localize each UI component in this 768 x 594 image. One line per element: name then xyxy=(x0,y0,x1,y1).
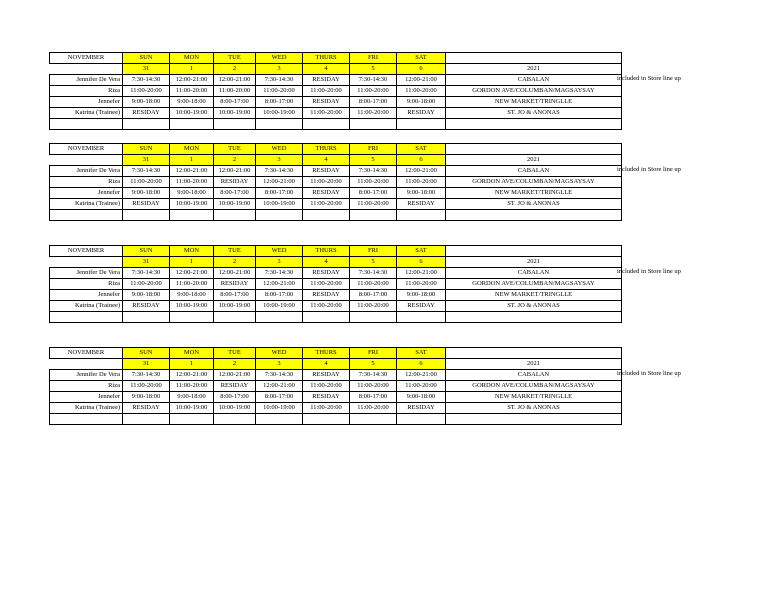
shift-cell: 9:00-18:00 xyxy=(397,97,446,108)
staff-name: Riza xyxy=(50,381,123,392)
month-label: NOVEMBER xyxy=(50,53,123,64)
day-header-fri: FRI xyxy=(350,246,397,257)
shift-cell: RESIDAY xyxy=(214,177,256,188)
shift-cell: RESIDAY xyxy=(397,108,446,119)
shift-cell: 11:00-20:00 xyxy=(123,279,170,290)
shift-cell: 8:00-17:00 xyxy=(214,290,256,301)
date-cell: 3 xyxy=(256,64,303,75)
shift-cell: 8:00-17:00 xyxy=(256,290,303,301)
month-label: NOVEMBER xyxy=(50,348,123,359)
date-cell: 3 xyxy=(256,257,303,268)
day-header-sat: SAT xyxy=(397,144,446,155)
store-cell: NEW MARKET/TRINGLLE xyxy=(446,392,622,403)
month-label: NOVEMBER xyxy=(50,246,123,257)
shift-cell: RESIDAY xyxy=(303,268,350,279)
shift-cell: 12:00-21:00 xyxy=(397,75,446,86)
shift-cell: 8:00-17:00 xyxy=(350,188,397,199)
shift-cell: 12:00-21:00 xyxy=(214,75,256,86)
staff-name: Riza xyxy=(50,279,123,290)
shift-cell: 9:00-18:00 xyxy=(170,188,214,199)
shift-cell: 11:00-20:00 xyxy=(397,86,446,97)
shift-cell: 11:00-20:00 xyxy=(350,108,397,119)
shift-cell: 11:00-20:00 xyxy=(350,199,397,210)
day-header-thurs: THURS xyxy=(303,53,350,64)
shift-cell: 8:00-17:00 xyxy=(214,97,256,108)
blank-cell xyxy=(50,257,123,268)
shift-cell: 11:00-20:00 xyxy=(123,86,170,97)
shift-cell: 7:30-14:30 xyxy=(256,370,303,381)
shift-cell: 12:00-21:00 xyxy=(256,177,303,188)
empty-cell xyxy=(397,312,446,323)
empty-cell xyxy=(214,414,256,425)
empty-cell xyxy=(214,119,256,130)
shift-cell: 11:00-20:00 xyxy=(123,177,170,188)
shift-cell: 11:00-20:00 xyxy=(350,403,397,414)
shift-cell: 12:00-21:00 xyxy=(256,381,303,392)
shift-cell: 11:00-20:00 xyxy=(303,86,350,97)
empty-cell xyxy=(123,119,170,130)
shift-cell: RESIDAY xyxy=(303,97,350,108)
shift-cell: 10:00-19:00 xyxy=(214,403,256,414)
year-cell: 2021 xyxy=(446,257,622,268)
table-row xyxy=(50,301,622,312)
staff-name: Jennefer xyxy=(50,392,123,403)
staff-name: Riza xyxy=(50,86,123,97)
shift-cell: 8:00-17:00 xyxy=(256,97,303,108)
shift-cell: 8:00-17:00 xyxy=(350,392,397,403)
shift-cell: 11:00-20:00 xyxy=(303,108,350,119)
date-cell: 4 xyxy=(303,257,350,268)
empty-cell xyxy=(170,414,214,425)
date-cell: 5 xyxy=(350,359,397,370)
shift-cell: 12:00-21:00 xyxy=(170,75,214,86)
shift-cell: 10:00-19:00 xyxy=(256,199,303,210)
empty-cell xyxy=(50,119,123,130)
shift-cell: 7:30-14:30 xyxy=(123,166,170,177)
day-header-sun: SUN xyxy=(123,144,170,155)
shift-cell: RESIDAY xyxy=(123,301,170,312)
staff-name: Katrina (Trainee) xyxy=(50,199,123,210)
date-cell: 4 xyxy=(303,155,350,166)
store-cell: NEW MARKET/TRINGLLE xyxy=(446,97,622,108)
day-header-sat: SAT xyxy=(397,53,446,64)
shift-cell: 7:30-14:30 xyxy=(123,75,170,86)
date-cell: 1 xyxy=(170,155,214,166)
day-header-mon: MON xyxy=(170,53,214,64)
shift-cell: 7:30-14:30 xyxy=(350,166,397,177)
shift-cell: 12:00-21:00 xyxy=(214,268,256,279)
header-spacer xyxy=(446,53,622,64)
empty-cell xyxy=(446,119,622,130)
shift-cell: 11:00-20:00 xyxy=(350,381,397,392)
empty-cell xyxy=(350,119,397,130)
shift-cell: 7:30-14:30 xyxy=(256,75,303,86)
date-cell: 5 xyxy=(350,64,397,75)
empty-cell xyxy=(50,414,123,425)
day-header-sat: SAT xyxy=(397,348,446,359)
shift-cell: RESIDAY xyxy=(303,290,350,301)
store-cell: CABALAN xyxy=(446,166,622,177)
staff-name: Katrina (Trainee) xyxy=(50,108,123,119)
shift-cell: 12:00-21:00 xyxy=(214,370,256,381)
shift-cell: 7:30-14:30 xyxy=(350,268,397,279)
staff-name: Jennifer De Vera xyxy=(50,370,123,381)
store-cell: GORDON AVE/COLUMBAN/MAGSAYSAY xyxy=(446,86,622,97)
shift-cell: 12:00-21:00 xyxy=(397,370,446,381)
shift-cell: 11:00-20:00 xyxy=(303,301,350,312)
empty-row xyxy=(50,210,622,221)
empty-row xyxy=(50,119,622,130)
shift-cell: 11:00-20:00 xyxy=(170,177,214,188)
empty-cell xyxy=(123,414,170,425)
shift-cell: 11:00-20:00 xyxy=(397,279,446,290)
shift-cell: 8:00-17:00 xyxy=(256,392,303,403)
date-cell: 6 xyxy=(397,257,446,268)
shift-cell: 10:00-19:00 xyxy=(170,403,214,414)
shift-cell: 9:00-18:00 xyxy=(170,392,214,403)
shift-cell: 7:30-14:30 xyxy=(350,370,397,381)
staff-name: Jennifer De Vera xyxy=(50,268,123,279)
store-cell: CABALAN xyxy=(446,370,622,381)
day-header-sun: SUN xyxy=(123,246,170,257)
store-cell: ST. JO & ANONAS xyxy=(446,108,622,119)
day-header-wed: WED xyxy=(256,348,303,359)
shift-cell: 11:00-20:00 xyxy=(123,381,170,392)
empty-cell xyxy=(397,119,446,130)
shift-cell: RESIDAY xyxy=(397,403,446,414)
day-header-wed: WED xyxy=(256,144,303,155)
empty-cell xyxy=(256,119,303,130)
blank-cell xyxy=(50,64,123,75)
side-note: included in Store line up xyxy=(617,166,681,173)
shift-cell: 9:00-18:00 xyxy=(397,188,446,199)
day-header-sat: SAT xyxy=(397,246,446,257)
shift-cell: RESIDAY xyxy=(397,199,446,210)
shift-cell: 12:00-21:00 xyxy=(397,268,446,279)
shift-cell: 11:00-20:00 xyxy=(170,381,214,392)
shift-cell: 12:00-21:00 xyxy=(397,166,446,177)
table-row xyxy=(50,268,622,279)
date-cell: 3 xyxy=(256,359,303,370)
day-header-wed: WED xyxy=(256,246,303,257)
schedule-table xyxy=(49,52,622,130)
header-spacer xyxy=(446,144,622,155)
shift-cell: 11:00-20:00 xyxy=(303,403,350,414)
table-row xyxy=(50,392,622,403)
shift-cell: RESIDAY xyxy=(123,108,170,119)
table-row xyxy=(50,279,622,290)
staff-name: Jennefer xyxy=(50,188,123,199)
date-cell: 5 xyxy=(350,155,397,166)
store-cell: NEW MARKET/TRINGLLE xyxy=(446,290,622,301)
shift-cell: 10:00-19:00 xyxy=(214,301,256,312)
store-cell: ST. JO & ANONAS xyxy=(446,403,622,414)
shift-cell: RESIDAY xyxy=(303,75,350,86)
date-cell: 5 xyxy=(350,257,397,268)
shift-cell: 7:30-14:30 xyxy=(350,75,397,86)
shift-cell: 11:00-20:00 xyxy=(303,381,350,392)
date-cell: 31 xyxy=(123,359,170,370)
shift-cell: 10:00-19:00 xyxy=(256,301,303,312)
staff-name: Jennifer De Vera xyxy=(50,166,123,177)
shift-cell: RESIDAY xyxy=(397,301,446,312)
empty-cell xyxy=(303,312,350,323)
shift-cell: 7:30-14:30 xyxy=(123,268,170,279)
shift-cell: 11:00-20:00 xyxy=(170,86,214,97)
store-cell: CABALAN xyxy=(446,268,622,279)
shift-cell: 9:00-18:00 xyxy=(397,392,446,403)
shift-cell: 12:00-21:00 xyxy=(214,166,256,177)
shift-cell: RESIDAY xyxy=(303,188,350,199)
date-cell: 6 xyxy=(397,359,446,370)
shift-cell: 10:00-19:00 xyxy=(214,108,256,119)
schedule-table xyxy=(49,143,622,221)
day-header-sun: SUN xyxy=(123,348,170,359)
empty-cell xyxy=(446,312,622,323)
empty-row xyxy=(50,414,622,425)
empty-cell xyxy=(50,210,123,221)
empty-cell xyxy=(303,210,350,221)
table-row xyxy=(50,108,622,119)
empty-cell xyxy=(170,312,214,323)
shift-cell: 10:00-19:00 xyxy=(214,199,256,210)
shift-cell: 11:00-20:00 xyxy=(397,177,446,188)
table-row xyxy=(50,370,622,381)
shift-cell: 9:00-18:00 xyxy=(397,290,446,301)
day-header-mon: MON xyxy=(170,348,214,359)
day-header-fri: FRI xyxy=(350,348,397,359)
shift-cell: RESIDAY xyxy=(303,166,350,177)
date-cell: 6 xyxy=(397,155,446,166)
date-cell: 1 xyxy=(170,257,214,268)
side-note: included in Store line up xyxy=(617,75,681,82)
store-cell: CABALAN xyxy=(446,75,622,86)
empty-cell xyxy=(350,210,397,221)
shift-cell: 7:30-14:30 xyxy=(123,370,170,381)
empty-row xyxy=(50,312,622,323)
shift-cell: 12:00-21:00 xyxy=(170,166,214,177)
empty-cell xyxy=(446,414,622,425)
day-header-fri: FRI xyxy=(350,53,397,64)
date-cell: 31 xyxy=(123,155,170,166)
shift-cell: 9:00-18:00 xyxy=(170,97,214,108)
empty-cell xyxy=(170,210,214,221)
empty-cell xyxy=(256,414,303,425)
empty-cell xyxy=(214,312,256,323)
empty-cell xyxy=(123,210,170,221)
empty-cell xyxy=(303,119,350,130)
store-cell: ST. JO & ANONAS xyxy=(446,301,622,312)
day-header-fri: FRI xyxy=(350,144,397,155)
day-header-tue: TUE xyxy=(214,348,256,359)
day-header-thurs: THURS xyxy=(303,348,350,359)
date-cell: 4 xyxy=(303,359,350,370)
day-header-sun: SUN xyxy=(123,53,170,64)
shift-cell: 11:00-20:00 xyxy=(214,86,256,97)
shift-cell: 11:00-20:00 xyxy=(350,177,397,188)
table-row xyxy=(50,97,622,108)
shift-cell: 11:00-20:00 xyxy=(303,279,350,290)
empty-cell xyxy=(123,312,170,323)
month-label: NOVEMBER xyxy=(50,144,123,155)
shift-cell: 11:00-20:00 xyxy=(397,381,446,392)
year-cell: 2021 xyxy=(446,64,622,75)
table-row xyxy=(50,381,622,392)
shift-cell: 9:00-18:00 xyxy=(123,392,170,403)
shift-cell: 10:00-19:00 xyxy=(170,108,214,119)
shift-cell: 10:00-19:00 xyxy=(170,301,214,312)
staff-name: Riza xyxy=(50,177,123,188)
side-note: included in Store line up xyxy=(617,370,681,377)
shift-cell: 12:00-21:00 xyxy=(170,268,214,279)
shift-cell: RESIDAY xyxy=(214,381,256,392)
empty-cell xyxy=(256,210,303,221)
staff-name: Jennefer xyxy=(50,290,123,301)
empty-cell xyxy=(446,210,622,221)
shift-cell: 10:00-19:00 xyxy=(256,108,303,119)
date-cell: 1 xyxy=(170,359,214,370)
shift-cell: 9:00-18:00 xyxy=(123,188,170,199)
shift-cell: 8:00-17:00 xyxy=(214,188,256,199)
schedule-table xyxy=(49,347,622,425)
table-row xyxy=(50,86,622,97)
table-row xyxy=(50,177,622,188)
date-cell: 3 xyxy=(256,155,303,166)
shift-cell: 11:00-20:00 xyxy=(350,86,397,97)
shift-cell: 11:00-20:00 xyxy=(303,199,350,210)
empty-cell xyxy=(303,414,350,425)
empty-cell xyxy=(397,414,446,425)
table-row xyxy=(50,403,622,414)
shift-cell: 8:00-17:00 xyxy=(350,97,397,108)
shift-cell: RESIDAY xyxy=(123,199,170,210)
empty-cell xyxy=(214,210,256,221)
day-header-tue: TUE xyxy=(214,246,256,257)
table-row xyxy=(50,199,622,210)
shift-cell: 8:00-17:00 xyxy=(256,188,303,199)
header-spacer xyxy=(446,246,622,257)
shift-cell: 11:00-20:00 xyxy=(350,279,397,290)
header-spacer xyxy=(446,348,622,359)
shift-cell: RESIDAY xyxy=(303,392,350,403)
date-cell: 1 xyxy=(170,64,214,75)
shift-cell: 9:00-18:00 xyxy=(170,290,214,301)
staff-name: Jennefer xyxy=(50,97,123,108)
shift-cell: 10:00-19:00 xyxy=(256,403,303,414)
table-row xyxy=(50,166,622,177)
day-header-mon: MON xyxy=(170,246,214,257)
empty-cell xyxy=(256,312,303,323)
empty-cell xyxy=(397,210,446,221)
date-cell: 2 xyxy=(214,155,256,166)
shift-cell: 12:00-21:00 xyxy=(170,370,214,381)
day-header-mon: MON xyxy=(170,144,214,155)
schedule-table xyxy=(49,245,622,323)
shift-cell: 8:00-17:00 xyxy=(350,290,397,301)
empty-cell xyxy=(50,312,123,323)
store-cell: GORDON AVE/COLUMBAN/MAGSAYSAY xyxy=(446,177,622,188)
date-cell: 2 xyxy=(214,359,256,370)
shift-cell: 12:00-21:00 xyxy=(256,279,303,290)
shift-cell: 9:00-18:00 xyxy=(123,290,170,301)
year-cell: 2021 xyxy=(446,155,622,166)
shift-cell: RESIDAY xyxy=(123,403,170,414)
date-cell: 2 xyxy=(214,257,256,268)
staff-name: Jennifer De Vera xyxy=(50,75,123,86)
table-row xyxy=(50,188,622,199)
shift-cell: RESIDAY xyxy=(303,370,350,381)
day-header-thurs: THURS xyxy=(303,144,350,155)
table-row xyxy=(50,75,622,86)
store-cell: ST. JO & ANONAS xyxy=(446,199,622,210)
shift-cell: 7:30-14:30 xyxy=(256,166,303,177)
date-cell: 2 xyxy=(214,64,256,75)
shift-cell: 9:00-18:00 xyxy=(123,97,170,108)
staff-name: Katrina (Trainee) xyxy=(50,403,123,414)
shift-cell: 11:00-20:00 xyxy=(256,86,303,97)
table-row xyxy=(50,290,622,301)
empty-cell xyxy=(170,119,214,130)
year-cell: 2021 xyxy=(446,359,622,370)
shift-cell: RESIDAY xyxy=(214,279,256,290)
blank-cell xyxy=(50,359,123,370)
shift-cell: 11:00-20:00 xyxy=(350,301,397,312)
date-cell: 4 xyxy=(303,64,350,75)
staff-name: Katrina (Trainee) xyxy=(50,301,123,312)
shift-cell: 8:00-17:00 xyxy=(214,392,256,403)
date-cell: 31 xyxy=(123,64,170,75)
side-note: included in Store line up xyxy=(617,268,681,275)
blank-cell xyxy=(50,155,123,166)
store-cell: GORDON AVE/COLUMBAN/MAGSAYSAY xyxy=(446,381,622,392)
store-cell: NEW MARKET/TRINGLLE xyxy=(446,188,622,199)
date-cell: 6 xyxy=(397,64,446,75)
empty-cell xyxy=(350,312,397,323)
day-header-tue: TUE xyxy=(214,53,256,64)
store-cell: GORDON AVE/COLUMBAN/MAGSAYSAY xyxy=(446,279,622,290)
shift-cell: 7:30-14:30 xyxy=(256,268,303,279)
empty-cell xyxy=(350,414,397,425)
day-header-thurs: THURS xyxy=(303,246,350,257)
shift-cell: 11:00-20:00 xyxy=(170,279,214,290)
date-cell: 31 xyxy=(123,257,170,268)
shift-cell: 11:00-20:00 xyxy=(303,177,350,188)
day-header-wed: WED xyxy=(256,53,303,64)
shift-cell: 10:00-19:00 xyxy=(170,199,214,210)
day-header-tue: TUE xyxy=(214,144,256,155)
